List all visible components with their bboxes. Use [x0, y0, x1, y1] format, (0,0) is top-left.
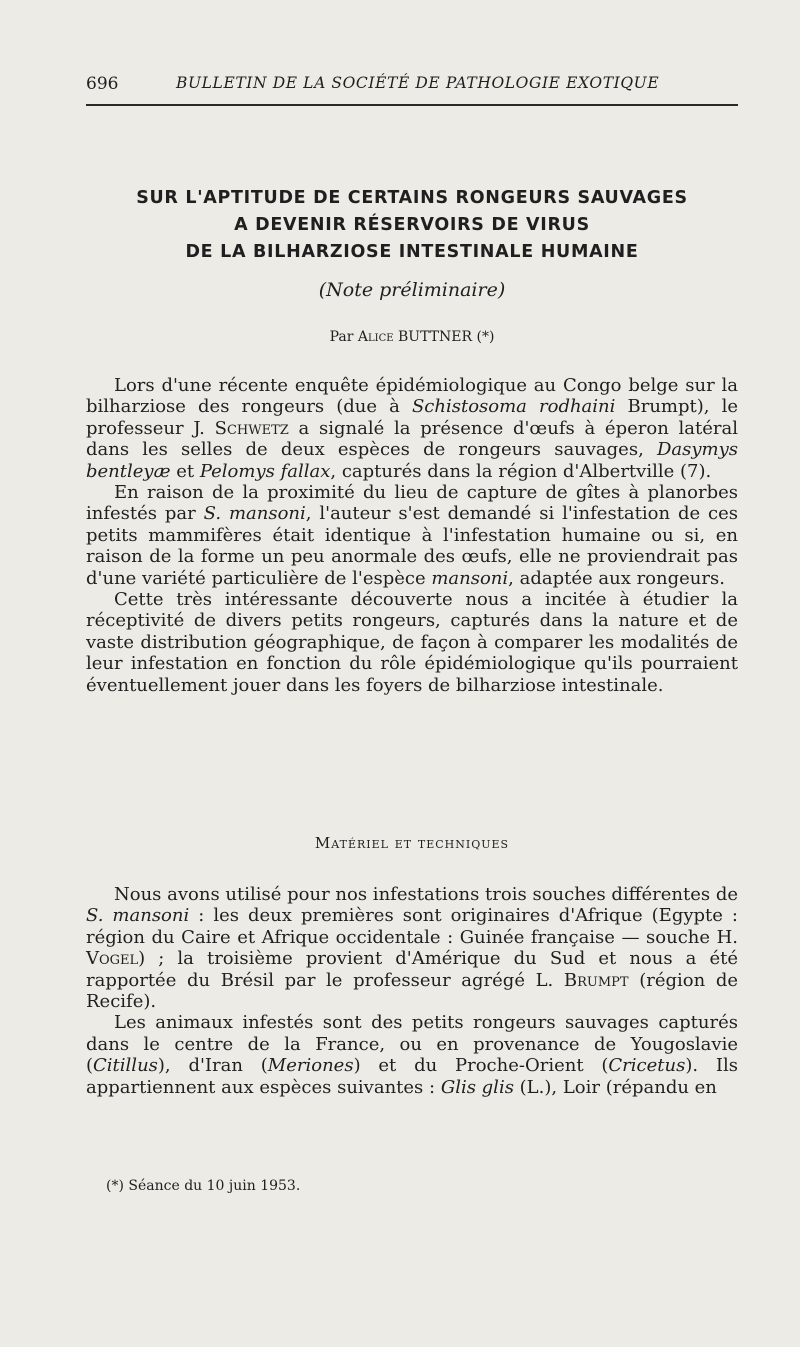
- author-footnote-mark: (*): [476, 329, 495, 345]
- footnote-mark: (*): [106, 1178, 124, 1194]
- header-rule: [86, 104, 738, 106]
- paragraph-5: Les animaux infestés sont des petits rongeurs sauvages capturés dans le centre de la France, ou en provenance de Yougoslavie (Citillus), d'Iran (Meriones) et du Proche-Orient (Cricetus). Ils appartiennent aux espèces suivantes : Glis glis (L.), Loir (répandu en: [86, 1012, 738, 1098]
- byline: [86, 329, 738, 345]
- paragraph-1: Lors d'une récente enquête épidémiologique au Congo belge sur la bilharziose des rongeurs (due à Schistosoma rodhaini Brumpt), le professeur J. Schwetz a signalé la présence d'œufs à éperon latéral dans les selles de deux espèces de rongeurs sauvages, Dasymys bentleyæ et Pelomys fallax, capturés dans la région d'Albertville (7).: [86, 375, 738, 482]
- title-line-2: A DEVENIR RÉSERVOIRS DE VIRUS: [234, 215, 590, 235]
- footnote: [106, 1178, 300, 1194]
- section-body: [86, 884, 738, 1098]
- paragraph-2: En raison de la proximité du lieu de capture de gîtes à planorbes infestés par S. mansoni, l'auteur s'est demandé si l'infestation de ces petits mammifères était identique à l'infestation humaine ou si, en raison de la forme un peu anormale des œufs, elle ne proviendrait pas d'une variété particulière de l'espèce mansoni, adaptée aux rongeurs.: [86, 482, 738, 589]
- footnote-text: Séance du 10 juin 1953.: [128, 1178, 301, 1194]
- running-header: [86, 74, 738, 98]
- author-first-name: Alice: [357, 329, 394, 345]
- preliminary-note: (Note préliminaire): [318, 279, 506, 301]
- article-title: [86, 185, 738, 266]
- title-line-3: DE LA BILHARZIOSE INTESTINALE HUMAINE: [185, 242, 639, 262]
- intro-body: [86, 375, 738, 696]
- paragraph-3: Cette très intéressante découverte nous a incitée à étudier la réceptivité de divers petits rongeurs, capturés dans la nature et de vaste distribution géographique, de façon à comparer les modalités de leur infestation en fonction du rôle épidémiologique qu'ils pourraient éventuellement jouer dans les foyers de bilharziose intestinale.: [86, 589, 738, 696]
- paragraph-4: Nous avons utilisé pour nos infestations trois souches différentes de S. mansoni : les deux premières sont originaires d'Afrique (Egypte : région du Caire et Afrique occidentale : Guinée française — souche H. Vogel) ; la troisième provient d'Amérique du Sud et nous a été rapportée du Brésil par le professeur agrégé L. Brumpt (région de Recife).: [86, 884, 738, 1013]
- byline-prefix: Par: [329, 329, 354, 345]
- author-last-name: BUTTNER: [397, 329, 473, 345]
- title-line-1: SUR L'APTITUDE DE CERTAINS RONGEURS SAUVAGES: [136, 188, 688, 208]
- journal-title: BULLETIN DE LA SOCIÉTÉ DE PATHOLOGIE EXOTIQUE: [176, 74, 660, 92]
- section-heading: Matériel et techniques: [314, 834, 510, 852]
- page-number: 696: [86, 74, 119, 94]
